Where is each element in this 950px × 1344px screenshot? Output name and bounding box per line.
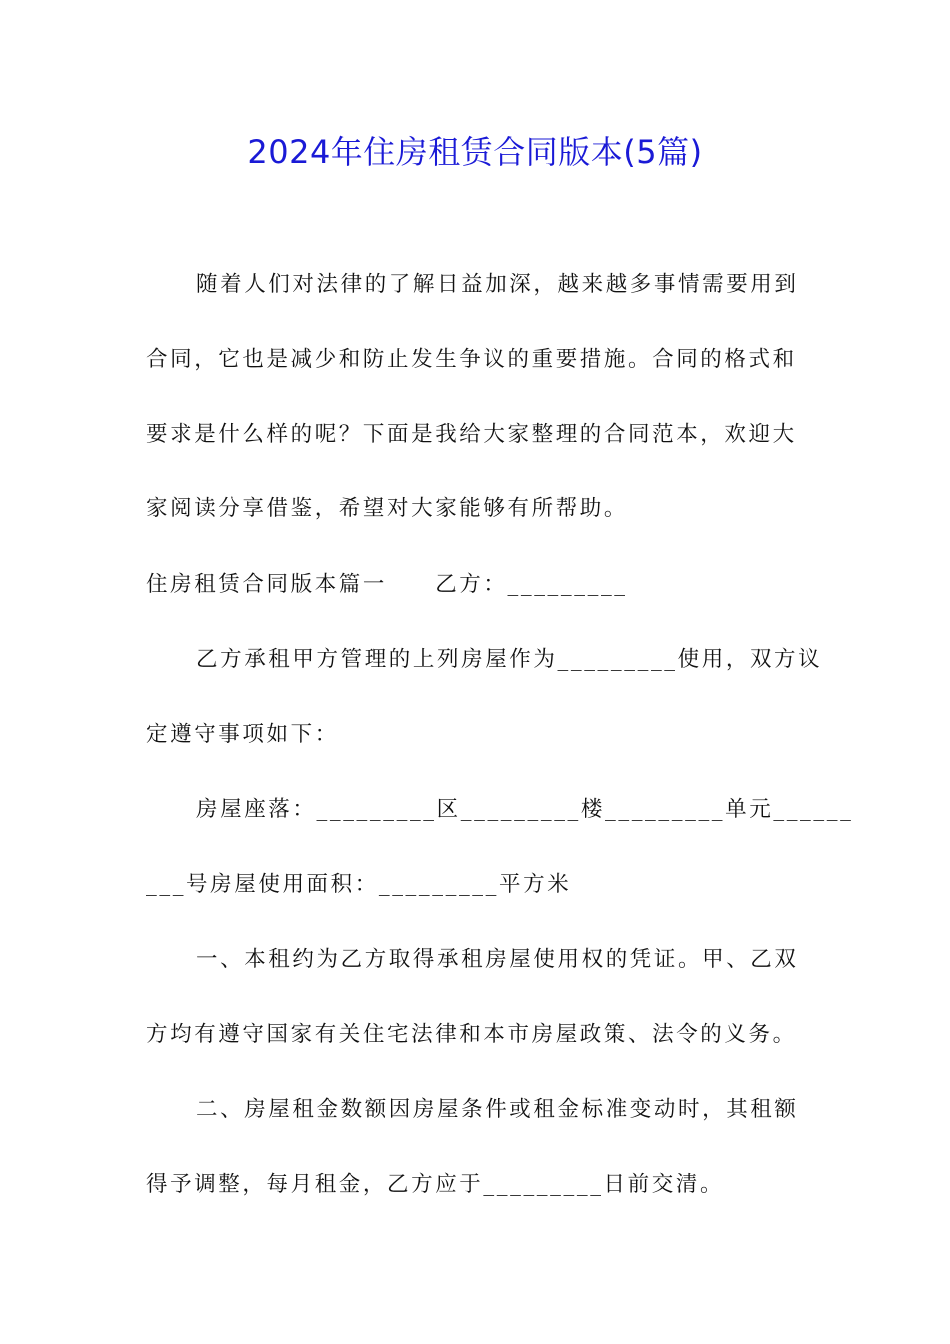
intro-paragraph-line-2: 合同，它也是减少和防止发生争议的重要措施。合同的格式和 (146, 347, 797, 372)
usage-paragraph-line-1: 乙方承租甲方管理的上列房屋作为_________使用，双方议 (196, 647, 823, 672)
intro-paragraph-line-3: 要求是什么样的呢？下面是我给大家整理的合同范本，欢迎大 (146, 422, 797, 447)
clause-two-line-1: 二、房屋租金数额因房屋条件或租金标准变动时，其租额 (196, 1097, 799, 1122)
section-heading-part-one: 住房租赁合同版本篇一 乙方：_________ (146, 572, 628, 597)
address-line-1: 房屋座落：_________区_________楼_________单元______ (196, 797, 854, 822)
document-title: 2024年住房租赁合同版本(5篇) (247, 133, 703, 171)
address-line-2: ___号房屋使用面积：_________平方米 (146, 872, 572, 897)
usage-paragraph-line-2: 定遵守事项如下： (146, 722, 339, 747)
clause-two-line-2: 得予调整，每月租金，乙方应于_________日前交清。 (146, 1172, 725, 1197)
intro-paragraph-line-4: 家阅读分享借鉴，希望对大家能够有所帮助。 (146, 496, 629, 521)
intro-paragraph-line-1: 随着人们对法律的了解日益加深，越来越多事情需要用到 (196, 272, 799, 297)
clause-one-line-2: 方均有遵守国家有关住宅法律和本市房屋政策、法令的义务。 (146, 1022, 797, 1047)
clause-one-line-1: 一、本租约为乙方取得承租房屋使用权的凭证。甲、乙双 (196, 947, 799, 972)
